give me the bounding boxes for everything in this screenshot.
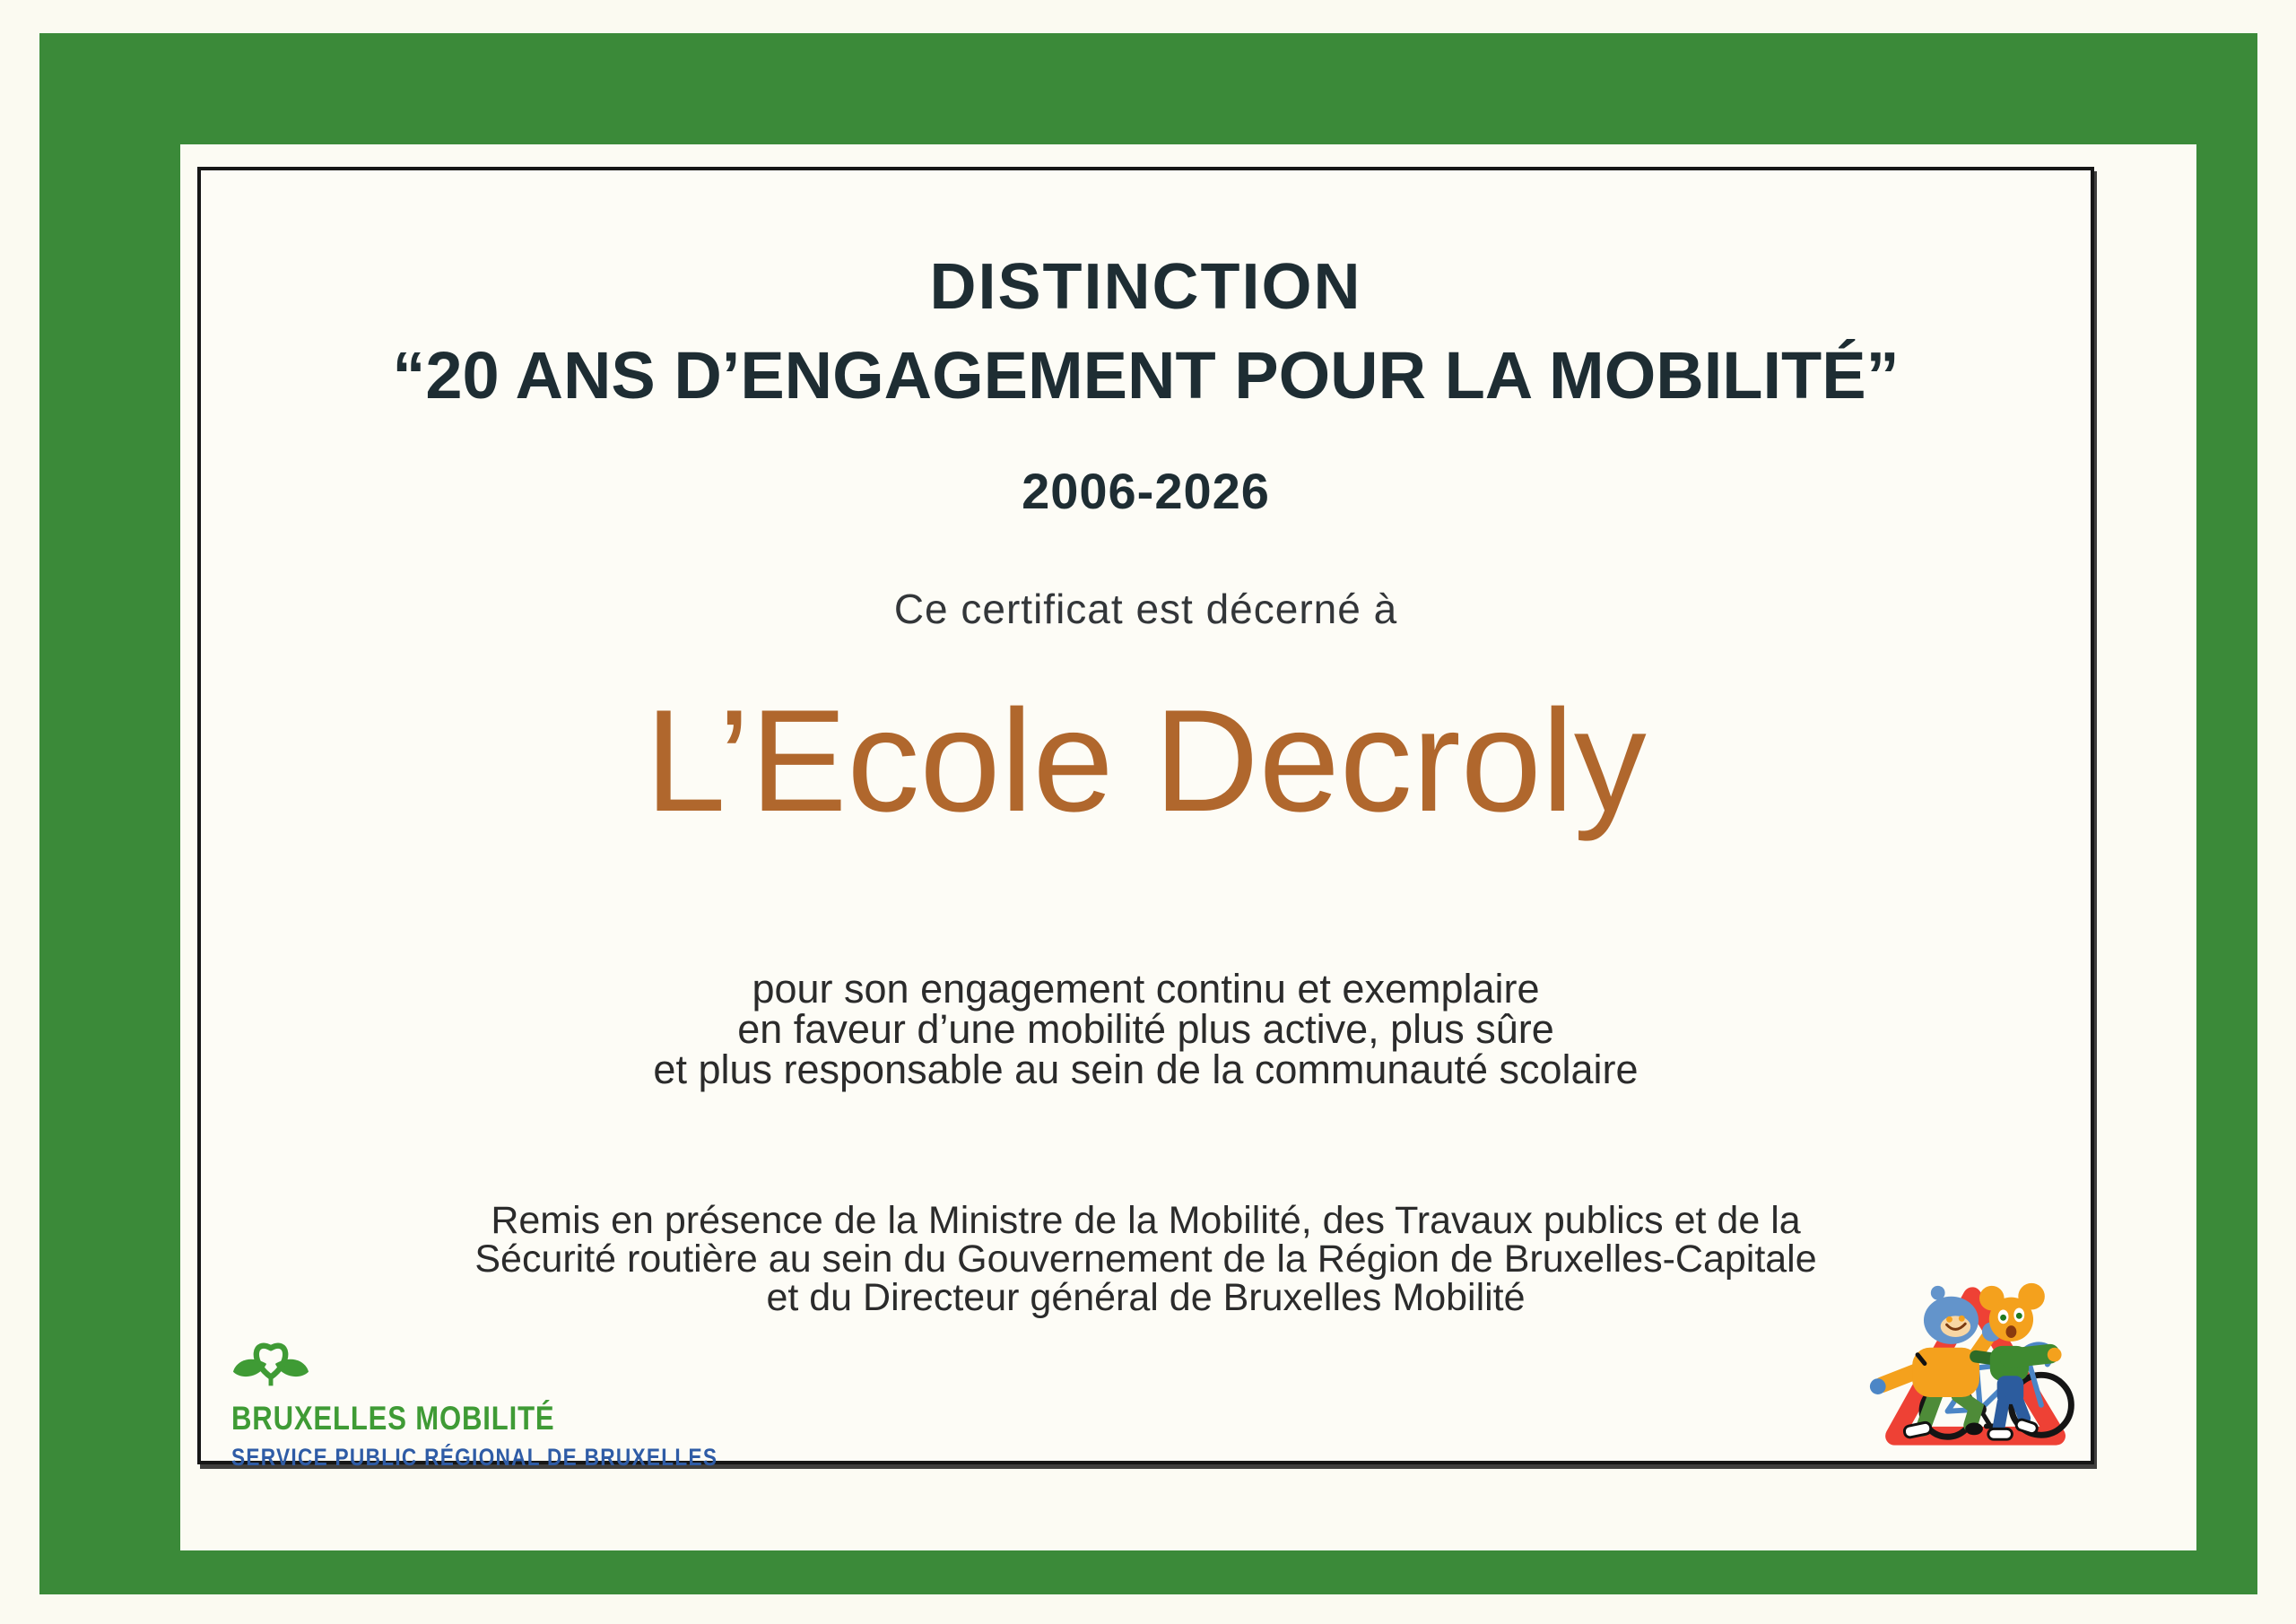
presented-line-2: Sécurité routière au sein du Gouvernement de la Région de Bruxelles-Capitale bbox=[474, 1238, 1817, 1281]
certificate-intro-line: Ce certificat est décerné à bbox=[893, 586, 1398, 632]
citation-paragraph bbox=[201, 968, 2091, 1090]
citation-line-3: et plus responsable au sein de la communauté scolaire bbox=[653, 1046, 1639, 1092]
heart-leaves-icon bbox=[231, 1331, 310, 1388]
certificate-years: 2006-2026 bbox=[1022, 463, 1270, 519]
presented-line-3: et du Directeur général de Bruxelles Mobilité bbox=[766, 1276, 1526, 1319]
certificate-sheet bbox=[197, 167, 2094, 1471]
recipient-name: L’Ecole Decroly bbox=[645, 680, 1647, 842]
presented-by-paragraph bbox=[201, 1199, 2091, 1319]
bruxelles-mobilite-logo bbox=[231, 1331, 811, 1472]
citation-line-2: en faveur d’une mobilité plus active, plus sûre bbox=[737, 1006, 1554, 1052]
certificate-title: DISTINCTION bbox=[929, 251, 1362, 323]
certificate-subtitle: “20 ANS D’ENGAGEMENT POUR LA MOBILITÉ” bbox=[392, 338, 1900, 413]
logo-org-name: BRUXELLES MOBILITÉ bbox=[231, 1400, 555, 1437]
children-bicycle-warning-triangle-illustration bbox=[1867, 1279, 2090, 1451]
citation-line-1: pour son engagement continu et exemplaire bbox=[752, 966, 1540, 1012]
presented-line-1: Remis en présence de la Ministre de la Mobilité, des Travaux publics et de la bbox=[491, 1199, 1801, 1242]
logo-org-tagline: SERVICE PUBLIC RÉGIONAL DE BRUXELLES bbox=[231, 1444, 718, 1471]
